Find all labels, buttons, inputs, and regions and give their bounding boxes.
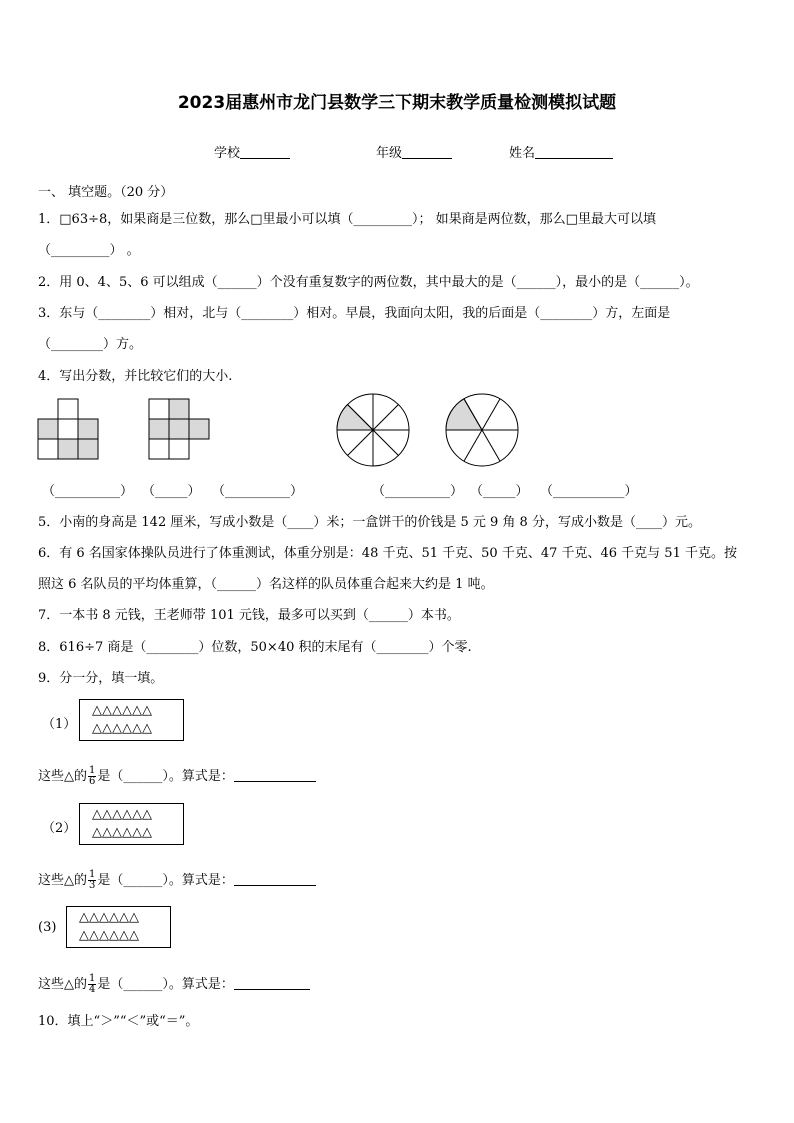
grade-blank[interactable] (402, 145, 452, 159)
answer-blank-1[interactable]: （__________） (42, 484, 134, 499)
question-3-cont: （________）方。 (38, 337, 143, 352)
denominator: 6 (89, 776, 96, 787)
page-title: 2023届惠州市龙门县数学三下期末教学质量检测模拟试题 (177, 93, 617, 113)
numerator: 1 (89, 765, 96, 776)
name-label: 姓名 (509, 146, 536, 161)
prefix-text: 这些△的 (38, 873, 87, 888)
section-heading: 一、 填空题。（20 分） (38, 185, 174, 200)
part-2-question (38, 869, 316, 891)
triangle-row: △△△△△△ (92, 703, 152, 718)
answer-blank-6[interactable]: （___________） (540, 484, 638, 499)
question-6: 6．有 6 名国家体操队员进行了体重测试，体重分别是：48 千克、51 千克、50 千克、47 千克、46 千克与 51 千克。按 (38, 546, 737, 561)
prefix-text: 这些△的 (38, 769, 87, 784)
answer-blank-3[interactable]: （__________） (212, 484, 304, 499)
part-1-question (38, 765, 316, 787)
part-3-label: (3) (38, 920, 57, 935)
question-4: 4．写出分数，并比较它们的大小. (38, 369, 233, 384)
denominator: 4 (89, 984, 96, 995)
question-1: 1．□63÷8，如果商是三位数，那么□里最小可以填（_________）； 如果商是两位数，那么□里最大可以填 (38, 212, 656, 227)
part-1-label: （1） (42, 717, 77, 732)
name-field (509, 142, 613, 161)
question-8: 8．616÷7 商是（________）位数，50×40 积的末尾有（________）个零. (38, 640, 472, 655)
fraction (88, 870, 96, 891)
denominator: 3 (89, 880, 96, 891)
grade-label: 年级 (376, 146, 403, 161)
triangle-box-2 (79, 803, 184, 845)
numerator: 1 (89, 973, 96, 984)
answer-blank-2[interactable]: （_____） (142, 484, 201, 499)
circle-figure-1 (335, 392, 411, 468)
school-label: 学校 (214, 146, 241, 161)
triangle-box-1 (79, 699, 184, 741)
fraction (88, 974, 96, 995)
grid-figure-2 (149, 399, 211, 461)
part-2-label: （2） (42, 821, 77, 836)
question-10: 10．填上“＞”“＜”或“＝”。 (38, 1014, 199, 1029)
triangle-box-3 (66, 906, 171, 948)
circle-figure-2 (444, 392, 520, 468)
triangle-row: △△△△△△ (92, 807, 152, 822)
name-blank[interactable] (535, 145, 613, 159)
triangle-row: △△△△△△ (79, 928, 139, 943)
question-7: 7．一本书 8 元钱，王老师带 101 元钱，最多可以买到（______）本书。 (38, 608, 460, 623)
grade-field (376, 142, 452, 161)
question-6-cont: 照这 6 名队员的平均体重算，（______）名这样的队员体重合起来大约是 1 吨。 (38, 577, 494, 592)
prefix-text: 这些△的 (38, 977, 87, 992)
formula-blank[interactable] (234, 976, 310, 990)
part-3-question (38, 973, 310, 995)
suffix-text: 是（______）。算式是： (97, 873, 234, 888)
question-3: 3．东与（________）相对，北与（________）相对。早晨，我面向太阳，我的后面是（________）方，左面是 (38, 306, 671, 321)
suffix-text: 是（______）。算式是： (97, 769, 234, 784)
triangle-row: △△△△△△ (92, 721, 152, 736)
grid-figure-1 (38, 399, 100, 461)
numerator: 1 (89, 869, 96, 880)
formula-blank[interactable] (234, 872, 316, 886)
suffix-text: 是（______）。算式是： (97, 977, 234, 992)
school-blank[interactable] (240, 145, 290, 159)
answer-blank-5[interactable]: （_____） (470, 484, 529, 499)
triangle-row: △△△△△△ (92, 825, 152, 840)
fraction (88, 766, 96, 787)
formula-blank[interactable] (234, 768, 316, 782)
question-2: 2．用 0、4、5、6 可以组成（______）个没有重复数字的两位数，其中最大的是（______），最小的是（______）。 (38, 275, 699, 290)
question-5: 5．小南的身高是 142 厘米，写成小数是（____）米；一盒饼干的价钱是 5 元 9 角 8 分，写成小数是（____）元。 (38, 515, 701, 530)
school-field (214, 142, 290, 161)
triangle-row: △△△△△△ (79, 910, 139, 925)
answer-blank-4[interactable]: （__________） (372, 484, 464, 499)
question-1-cont: （_________） 。 (38, 243, 140, 258)
question-9: 9．分一分，填一填。 (38, 671, 164, 686)
